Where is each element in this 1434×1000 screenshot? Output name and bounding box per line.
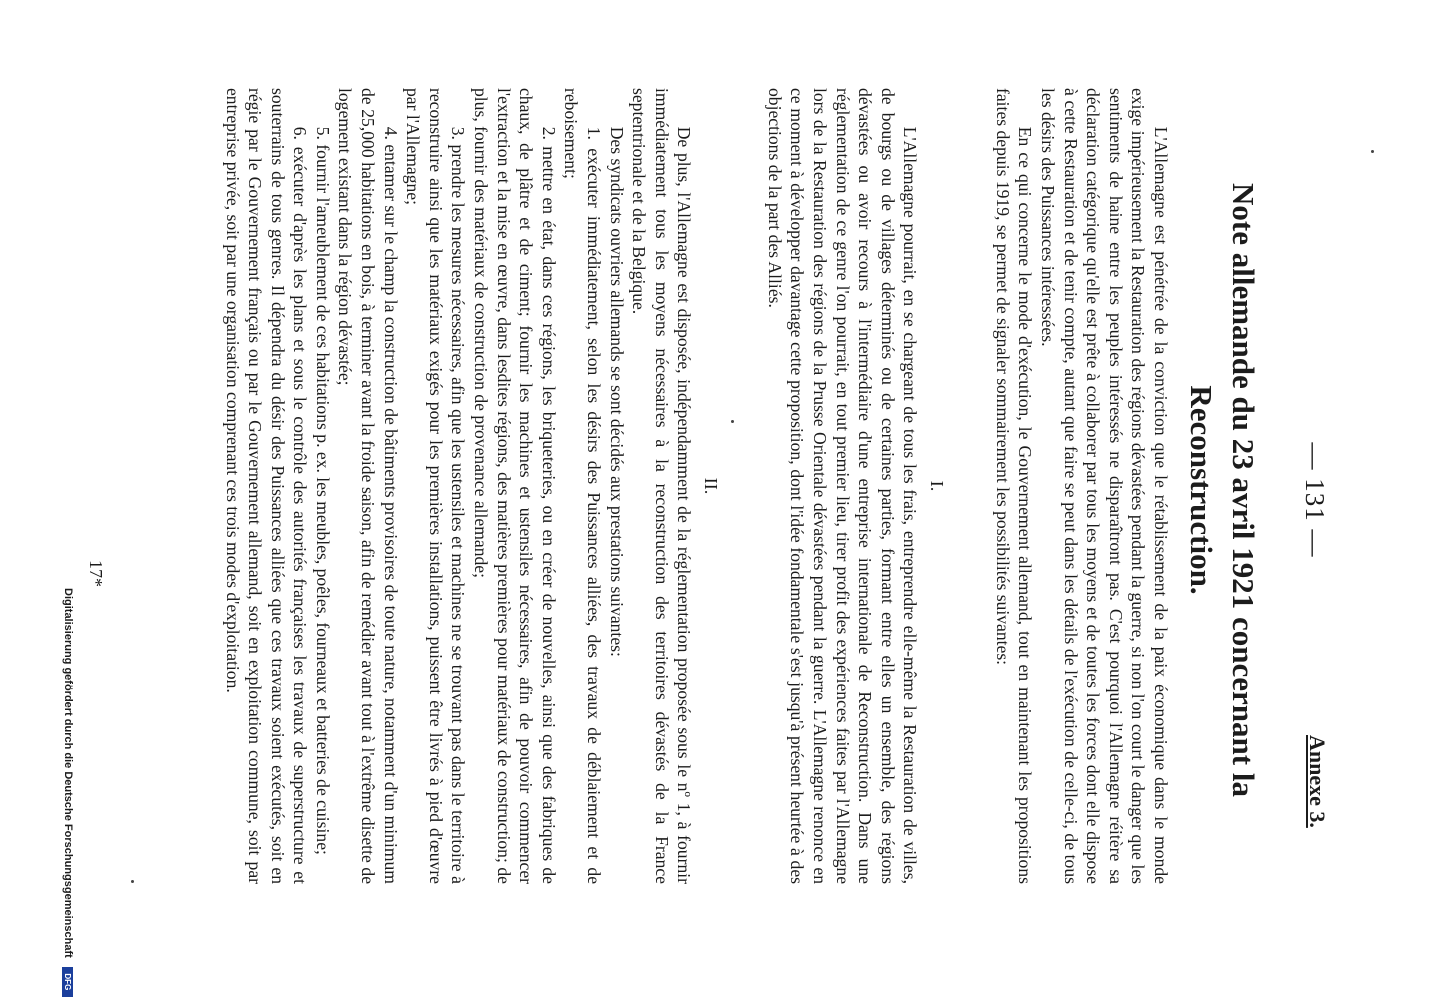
scan-speck — [1371, 150, 1374, 153]
dfg-logo-icon: DFG — [62, 967, 73, 997]
paragraph: De plus, l'Allemagne est disposée, indépendamment de la réglementation proposée sous le nº 1, à fournir immédiatement tous les moyens nécessaires à la reconstruction des territoires dévastés de la France septentrionale et de la Belgique. — [629, 88, 695, 884]
paragraph: L'Allemagne pourrait, en se chargeant de tous les frais, entreprendre elle-même la Restauration de villes, de bourgs ou de villages déterminés ou de certaines parties, formant entre elles un ensemble, des régions dévastées ou avoir recours à l'intermédiaire d'une entreprise internationale de Reconstruction. Dans une réglementation de ce genre l'on pourrait, en tout premier lieu, tirer profit des expériences faites par l'Allemagne lors de la Restauration des régions de la Prusse Orientale dévastées pendant la guerre. L'Allemagne renonce en ce moment à développer davantage cette proposition, dont l'idée fondamentale s'est jusqu'à présent heurtée à des objections de la part des Alliés. — [764, 88, 921, 884]
list-item: 2. mettre en état, dans ces régions, les briqueteries, ou en créer de nouvelles, ainsi que des fabriques de chaux, de plâtre et de ciment; fournir les machines et ustensiles nécessaires, afin de pouvoir commencer l'extraction et la mise en œuvre, dans lesdites régions, des matières premières pour matériaux de construction; de plus, fournir des matériaux de construction de provenance allemande; — [471, 88, 559, 884]
signature-mark: 17* — [86, 560, 106, 587]
paragraph: Des syndicats ouvriers allemands se sont décidés aux prestations suivantes: — [606, 126, 627, 657]
list-item: 4. entamer sur le champ la construction de bâtiments provisoires de toute nature, notamment d'un minimum de 25,000 habitations en bois, à terminer avant la froide saison, afin de remédier avant tout à l'extrême disette de logement existant dans la région dévastée; — [335, 88, 401, 884]
scan-speck — [731, 420, 734, 423]
intro-block — [991, 88, 1172, 884]
document-title: Note allemande du 23 avril 1921 concernant la Reconstruction. — [1184, 183, 1261, 797]
paragraph: L'Allemagne est pénétrée de la conviction que le rétablissement de la paix économique dans le monde exige impérieusement la Restauration des régions dévastées pendant la guerre, si non l'on court le danger que les sentiments de haine entre les peuples intéressés ne disparaîtront pas. C'est pourquoi l'Allemagne réitère sa déclaration catégorique qu'elle est prête à collaborer par tous les moyens et de toutes les forces dont elle dispose à cette Restauration et de tenir compte, autant que faire se peut dans les détails de l'exécution de celle-ci, de tous les désirs des Puissances intéressées. — [1038, 88, 1171, 884]
list-item: 3. prendre les mesures nécessaires, afin que les ustensiles et machines ne se trouvant pas dans le territoire à reconstruire ainsi que les matériaux exigés pour les premières installations, puissent être livrés à pied d'œuvre par l'Allemagne; — [403, 88, 469, 884]
section-heading: II. — [701, 477, 721, 495]
footer-text: Digitalisierung gefördert durch die Deutsche Forschungsgemeinschaft — [62, 588, 74, 958]
paragraph: En ce qui concerne le mode d'exécution, le Gouvernement allemand, tout en maintenant les propositions faites depuis 1919, se permet de signaler sommairement les possibilités suivantes: — [992, 88, 1036, 884]
list-item: 6. exécuter d'après les plans et sous le contrôle des autorités françaises les travaux de superstructure et souterrains de tous genres. Il dépendra du désir des Puissances alliées que ces travaux soient exécutés, soit en régie par le Gouvernement français ou par le Gouvernement allemand, soit en exploitation commune, soit par entreprise privée, soit par une organisation comprenant ces trois modes d'exploitation. — [222, 88, 311, 884]
list-item: 1. exécuter immédiatement, selon les désirs des Puissances alliées, des travaux de déblaiement et de reboisement; — [561, 88, 605, 884]
page-number: — 131 — — [1300, 442, 1330, 558]
scan-speck — [131, 880, 134, 883]
section-1 — [763, 88, 952, 884]
annex-label: Annexe 3. — [1305, 735, 1330, 828]
section-heading: I. — [927, 480, 947, 492]
digitization-footer — [62, 588, 74, 997]
list-item: 5. fournir l'ameublement de ces habitations p. ex. les meubles, poêles, fourneaux et batteries de cuisine; — [312, 126, 333, 855]
section-2 — [221, 88, 726, 884]
